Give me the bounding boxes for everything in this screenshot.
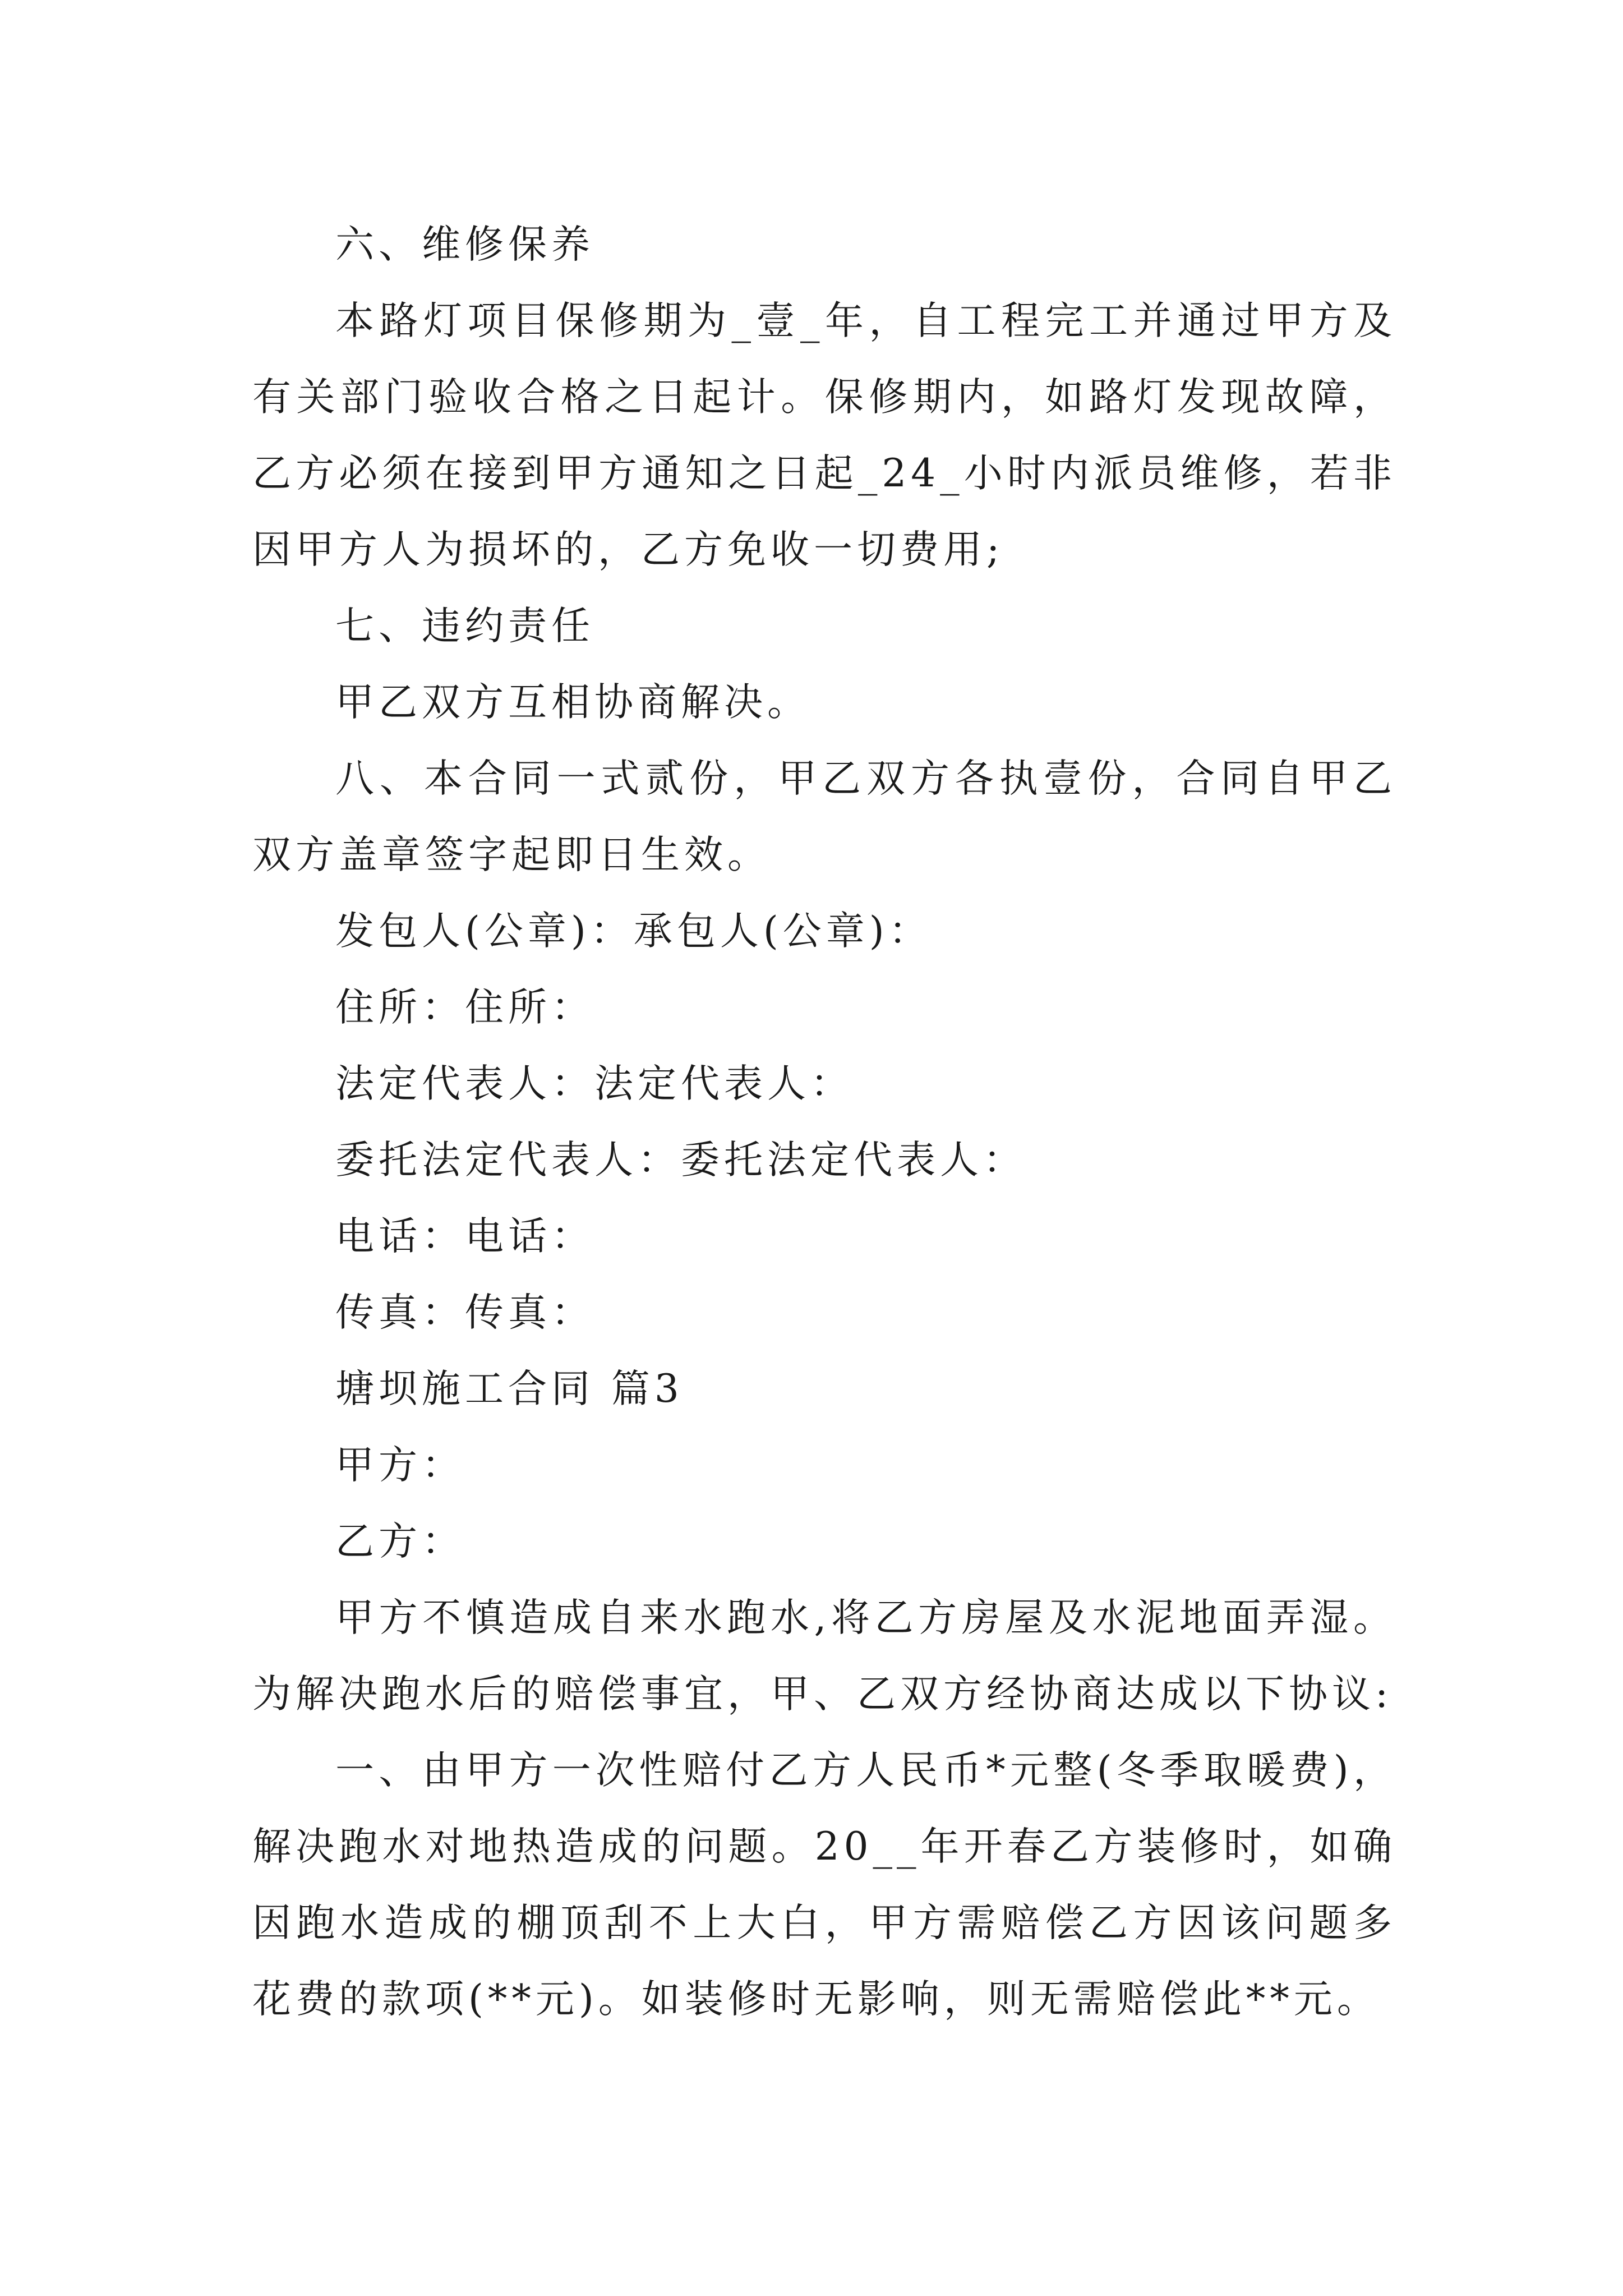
paragraph-warranty-terms: 本路灯项目保修期为_壹_年，自工程完工并通过甲方及有关部门验收合格之日起计。保修期内，如路灯发现故障，乙方必须在接到甲方通知之日起_24_小时内派员维修，若非因甲方人为损坏的，乙方免收一切费用; [252,298,1396,572]
contract-title: 塘坝施工合同 篇3 [335,1366,684,1411]
paragraph-liability: 甲乙双方互相协商解决。 [335,680,810,725]
paragraph-compensation: 一、由甲方一次性赔付乙方人民币*元整(冬季取暖费)，解决跑水对地热造成的问题。20__年开春乙方装修时，如确因跑水造成的棚顶刮不上大白，甲方需赔偿乙方因该问题多花费的款项(**元)。如装修时无影响，则无需赔偿此**元。 [252,1748,1396,2022]
party-a-line: 甲方： [335,1443,465,1488]
paragraph-incident: 甲方不慎造成自来水跑水,将乙方房屋及水泥地面弄湿。为解决跑水后的赔偿事宜，甲、乙双方经协商达成以下协议: [252,1595,1396,1717]
section-heading-liability: 七、违约责任 [335,604,594,648]
signature-line-authorized-rep: 委托法定代表人：委托法定代表人： [335,1138,1026,1182]
document-body [252,206,1396,2037]
party-b-line: 乙方： [335,1519,465,1564]
paragraph-copies: 八、本合同一式贰份，甲乙双方各执壹份，合同自甲乙双方盖章签字起即日生效。 [252,756,1396,877]
signature-line-address: 住所：住所： [335,985,594,1030]
signature-line-seal: 发包人(公章)：承包人(公章)： [335,909,932,954]
signature-line-fax: 传真：传真： [335,1290,594,1335]
signature-line-legal-rep: 法定代表人：法定代表人： [335,1061,854,1106]
signature-line-phone: 电话：电话： [335,1214,594,1259]
section-heading-maintenance: 六、维修保养 [335,222,594,267]
